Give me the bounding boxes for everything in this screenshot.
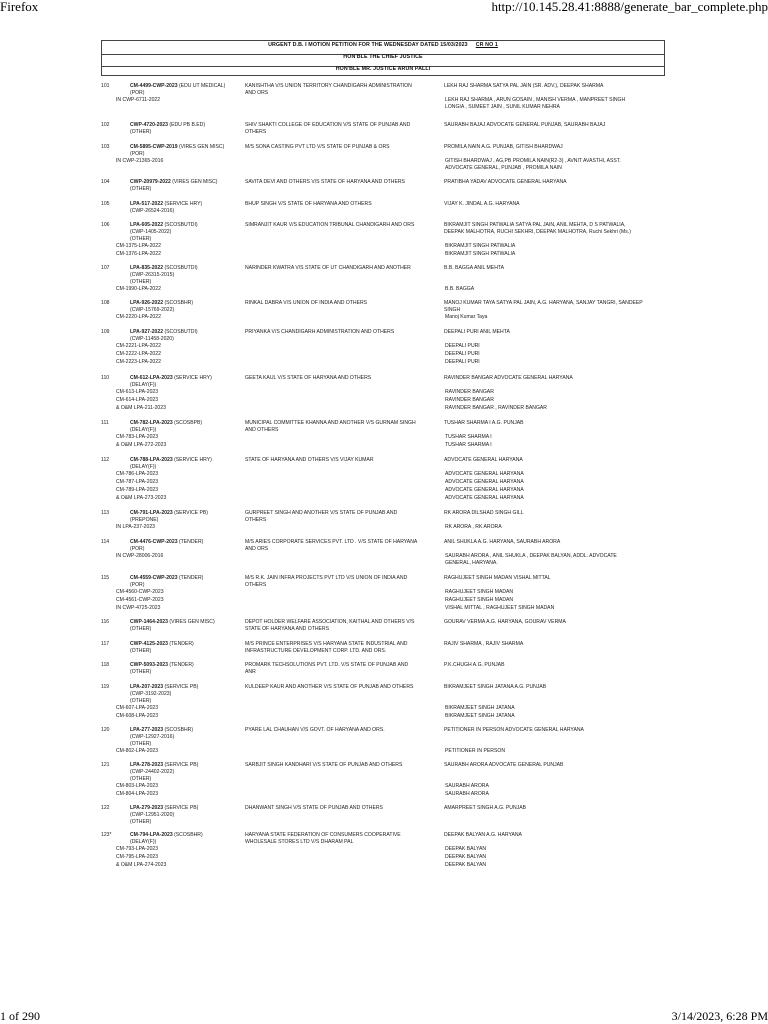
sub-case-advocates: LEKH RAJ SHARMA , ARUN GOSAIN , MANISH VERMA , MANPREET SINGH LONGIA , SUMEET JAIN , SUNIL KUMAR NEHRA (445, 97, 626, 110)
case-serial: 109 (101, 329, 110, 335)
case-advocates: LEKH RAJ SHARMA SATYA PAL JAIN (SR. ADV.), DEEPAK SHARMA (444, 83, 604, 89)
sub-case-number: CM-802-LPA-2023 (116, 748, 159, 754)
case-number-cell (130, 329, 198, 343)
case-advocates: RAGHUJEET SINGH MADAN VISHAL MITTAL (444, 575, 551, 581)
sub-case-number: CM-789-LPA-2023 (116, 487, 159, 494)
case-category: (SERVICE PB) (PREPONE) (130, 510, 208, 523)
case-serial: 121 (101, 762, 110, 768)
case-category: (TENDER) (POR) (130, 575, 204, 588)
case-category: (TENDER) (POR) (130, 539, 204, 552)
sub-case-advocates: DEEPAK BALYAN (445, 862, 487, 869)
case-serial: 113 (101, 510, 110, 516)
case-category: (SERVICE PB) (CWP-12951-2020) (OTHER) (130, 805, 199, 825)
sub-case-number: & O&M LPA-273-2023 (116, 495, 167, 502)
sub-case-advocates: GITISH BHARDWAJ , AG,PB PROMILA NAIN(R2-3) , AVNIT AVASTHI, ASST. ADVOCATE GENERAL, PUNJAB , PROMILA NAIN (445, 158, 621, 171)
case-advocates: MANOJ KUMAR TAYA SATYA PAL JAIN, A.G. HARYANA, SANJAY TANGRI, SANDEEP SINGH (444, 300, 643, 313)
case-parties: GURPREET SINGH AND ANOTHER V/S STATE OF PUNJAB AND OTHERS (245, 510, 398, 523)
case-category: (SCOSBPB) (DELAY(F)) (130, 420, 203, 433)
sub-case-number: & O&M LPA-211-2023 (116, 405, 166, 412)
sub-case-advocates: DEEPALI PURI (445, 359, 480, 366)
sub-case-number: CM-4560-CWP-2023 (116, 589, 164, 596)
case-number-cell (130, 222, 198, 242)
title-line-main: URGENT D.B. I MOTION PETITION FOR THE WEDNESDAY DATED 15/03/2023 CR NO 1 (102, 42, 664, 55)
case-number: LPA-279-2023 (130, 805, 164, 811)
case-serial: 101 (101, 83, 110, 89)
case-number: LPA-835-2022 (130, 265, 164, 271)
case-number-cell (130, 420, 202, 434)
case-number: CM-612-LPA-2023 (130, 375, 173, 381)
sub-case-number: IN CWP-4725-2023 (116, 605, 161, 612)
case-serial: 118 (101, 662, 110, 668)
sub-case-number: CM-608-LPA-2023 (116, 713, 159, 719)
case-serial: 120 (101, 727, 110, 733)
case-number: CM-4559-CWP-2023 (130, 575, 178, 581)
case-parties: RINKAL DABRA V/S UNION OF INDIA AND OTHERS (245, 300, 368, 306)
case-number-cell (130, 539, 203, 553)
case-category: (SCOSBUTDI) (CWP-11458-2020) (130, 329, 198, 342)
case-number-cell (130, 265, 198, 285)
case-serial: 105 (101, 201, 110, 207)
sub-case-number: CM-614-LPA-2023 (116, 397, 159, 404)
sub-case-number: CM-787-LPA-2023 (116, 479, 159, 486)
case-number: CWP-1464-2023 (130, 619, 168, 625)
case-number-cell (130, 300, 193, 314)
case-category: (SCOSBHR) (CWP-12927-2016) (OTHER) (130, 727, 194, 747)
case-category: (SERVICE HRY) (CWP-26524-2016) (130, 201, 203, 214)
case-parties: SAVITA DEVI AND OTHERS V/S STATE OF HARYANA AND OTHERS (245, 179, 405, 185)
case-advocates: PETITIONER IN PERSON ADVOCATE GENERAL HARYANA (444, 727, 584, 733)
case-category: (SCOSBHR) (CWP-15769-2022) (130, 300, 194, 313)
case-category: (TENDER) (OTHER) (130, 641, 194, 654)
sub-case-advocates: RAVINDER BANGAR (445, 397, 494, 404)
case-serial: 111 (101, 420, 109, 426)
case-category: (SCOSBUTDI) (CWP-1405-2022) (OTHER) (130, 222, 198, 242)
case-number-cell (130, 619, 215, 633)
sub-case-advocates: DEEPAK BALYAN (445, 854, 487, 861)
case-number-cell (130, 641, 194, 655)
case-number: CWP-5093-2023 (130, 662, 168, 668)
sub-case-number: & O&M LPA-274-2023 (116, 862, 167, 869)
case-number: LPA-926-2022 (130, 300, 164, 306)
case-number: LPA-605-2022 (130, 222, 164, 228)
case-number: CM-4476-CWP-2023 (130, 539, 178, 545)
case-number: CM-788-LPA-2023 (130, 457, 173, 463)
case-number: CWP-4125-2023 (130, 641, 168, 647)
sub-case-number: CM-2223-LPA-2022 (116, 359, 161, 366)
sub-case-number: & O&M LPA-272-2023 (116, 442, 167, 449)
case-number: CM-782-LPA-2023 (130, 420, 173, 426)
sub-case-advocates: SAURABH ARORA , ANIL SHUKLA , DEEPAK BALYAN, ADDL. ADVOCATE GENERAL, HARYANA. (445, 553, 617, 566)
case-advocates: SAURABH ARORA ADVOCATE GENERAL PUNJAB (444, 762, 564, 768)
case-advocates: RK ARORA DILSHAD SINGH GILL (444, 510, 524, 516)
case-advocates: BIKRAMJEET SINGH JATANA A.G. PUNJAB (444, 684, 547, 690)
case-parties: HARYANA STATE FEDERATION OF CONSUMERS COOPERATIVE WHOLESALE STORES LTD V/S DHARAM PAL (245, 832, 401, 845)
case-serial: 115 (101, 575, 110, 581)
sub-case-number: CM-804-LPA-2023 (116, 791, 159, 797)
case-number-cell (130, 684, 198, 704)
case-number-cell (130, 832, 203, 846)
case-number: LPA-277-2023 (130, 727, 164, 733)
case-number: CM-794-LPA-2023 (130, 832, 173, 838)
title-line-chief-justice: HON'BLE THE CHIEF JUSTICE (102, 54, 664, 67)
case-parties: NARINDER KWATRA V/S STATE OF UT CHANDIGARH AND ANOTHER (245, 265, 411, 271)
case-advocates: RAJIV SHARMA , RAJIV SHARMA (444, 641, 524, 647)
case-number: LPA-927-2022 (130, 329, 164, 335)
sub-case-number: CM-1376-LPA-2022 (116, 251, 161, 257)
case-parties: DHANWANT SINGH V/S STATE OF PUNJAB AND OTHERS (245, 805, 383, 811)
sub-case-number: IN CWP-28006-2016 (116, 553, 164, 560)
case-number: CM-791-LPA-2023 (130, 510, 173, 516)
case-advocates: SAURABH BAJAJ ADVOCATE GENERAL PUNJAB, SAURABH BAJAJ (444, 122, 606, 128)
case-parties: PROMARK TECHSOLUTIONS PVT. LTD. V/S STATE OF PUNJAB AND ANR (245, 662, 409, 675)
case-parties: M/S ARIES CORPORATE SERVICES PVT. LTD . V/S STATE OF HARYANA AND ORS (245, 539, 418, 552)
case-category: (SERVICE PB) (CWP-24402-2022) (OTHER) (130, 762, 199, 782)
sub-case-number: CM-786-LPA-2023 (116, 471, 159, 478)
case-number-cell (130, 575, 203, 589)
sub-case-advocates: BIKRAMJEET SINGH JATANA (445, 705, 515, 711)
sub-case-number: CM-803-LPA-2023 (116, 783, 159, 789)
sub-case-advocates: RAGHUJEET SINGH MADAN (445, 589, 514, 596)
case-advocates: ANIL SHUKLA A.G. HARYANA, SAURABH ARORA (444, 539, 561, 545)
case-parties: MUNICIPAL COMMITTEE KHANNA AND ANOTHER V/S GURNAM SINGH AND OTHERS (245, 420, 416, 433)
case-parties: DEPOT HOLDER WELFARE ASSOCIATION, KAITHAL AND OTHERS V/S STATE OF HARYANA AND OTHERS (245, 619, 415, 632)
case-advocates: DEEPALI PURI ANIL MEHTA (444, 329, 510, 335)
case-serial: 107 (101, 265, 110, 271)
case-number-cell (130, 179, 217, 193)
case-number-cell (130, 144, 224, 158)
case-serial: 102 (101, 122, 110, 128)
sub-case-advocates: BIKRAMJIT SINGH PATWALIA (445, 251, 516, 257)
case-advocates: P.K.CHUGH A.G. PUNJAB (444, 662, 505, 668)
case-serial: 106 (101, 222, 110, 228)
case-number-cell (130, 762, 198, 782)
case-parties: BHUP SINGH V/S STATE OF HARYANA AND OTHERS (245, 201, 372, 207)
case-serial: 112 (101, 457, 110, 463)
case-number-cell (130, 457, 212, 471)
case-parties: KULDEEP KAUR AND ANOTHER V/S STATE OF PUNJAB AND OTHERS (245, 684, 414, 690)
case-advocates: RAVINDER BANGAR ADVOCATE GENERAL HARYANA (444, 375, 573, 381)
sub-case-advocates: DEEPALI PURI (445, 343, 480, 350)
sub-case-advocates: DEEPAK BALYAN (445, 846, 487, 853)
title-line-justice: HON'BLE MR. JUSTICE ARUN PALLI (335, 66, 431, 72)
sub-case-number: IN CWP-21365-2016 (116, 158, 164, 165)
case-category: (VIRES GEN MISC) (OTHER) (130, 619, 215, 632)
sub-case-advocates: RK ARORA , RK ARORA (445, 524, 502, 531)
case-number-cell (130, 375, 212, 389)
case-number: LPA-517-2022 (130, 201, 164, 207)
case-serial: 110 (101, 375, 110, 381)
case-number: LPA-207-2023 (130, 684, 164, 690)
sub-case-number: CM-783-LPA-2023 (116, 434, 159, 441)
case-parties: GEETA KAUL V/S STATE OF HARYANA AND OTHERS (245, 375, 372, 381)
sub-case-advocates: ADVOCATE GENERAL HARYANA (445, 487, 524, 494)
case-advocates: GOURAV VERMA A.G. HARYANA, GOURAV VERMA (444, 619, 566, 625)
case-number-cell (130, 83, 225, 97)
sub-case-advocates: SAURABH ARORA (445, 783, 489, 789)
case-number-cell (130, 662, 194, 676)
case-advocates: DEEPAK BALYAN A.G. HARYANA (444, 832, 522, 838)
sub-case-advocates: B.B. BAGGA (445, 286, 475, 292)
sub-case-advocates: DEEPALI PURI (445, 351, 480, 358)
sub-case-number: CM-793-LPA-2023 (116, 846, 159, 853)
case-number-cell (130, 201, 202, 215)
sub-case-number: CM-795-LPA-2023 (116, 854, 159, 861)
sub-case-advocates: ADVOCATE GENERAL HARYANA (445, 471, 524, 478)
print-footer (0, 1009, 768, 1024)
case-advocates: TUSHAR SHARMA I A.G. PUNJAB (444, 420, 524, 426)
case-category: (VIRES GEN MISC) (OTHER) (130, 179, 218, 192)
case-category: (SERVICE PB) (CWP-3192-2023) (OTHER) (130, 684, 199, 704)
case-category: (EDU UT MEDICAL) (POR) (130, 83, 226, 96)
case-serial: 103 (101, 144, 110, 150)
sub-case-number: CM-4561-CWP-2023 (116, 597, 164, 604)
case-category: (SCOSBUTDI) (CWP-26315-2015) (OTHER) (130, 265, 198, 285)
case-parties: SARBJIT SINGH KANDHARI V/S STATE OF PUNJAB AND OTHERS (245, 762, 403, 768)
case-advocates: PROMILA NAIN A.G. PUNJAB, GITISH BHARDWAJ (444, 144, 563, 150)
case-advocates: ADVOCATE GENERAL HARYANA (444, 457, 523, 463)
case-serial: 117 (101, 641, 110, 647)
case-parties: M/S PRINCE ENTERPRISES V/S HARYANA STATE INDUSTRIAL AND INFRASTRUCTURE DEVELOPMENT CORP. LTD. AND ORS. (245, 641, 408, 654)
case-category: (EDU PB B.ED) (OTHER) (130, 122, 206, 135)
sub-case-number: CM-2221-LPA-2022 (116, 343, 161, 350)
sub-case-number: CM-2222-LPA-2022 (116, 351, 161, 358)
case-advocates: AMARPREET SINGH A.G. PUNJAB (444, 805, 526, 811)
sub-case-advocates: RAVINDER BANGAR , RAVINDER BANGAR (445, 405, 547, 412)
case-number-cell (130, 122, 205, 136)
case-serial: 114 (101, 539, 110, 545)
sub-case-advocates: BIKRAMJEET SINGH JATANA (445, 713, 515, 719)
case-number: CWP-4720-2023 (130, 122, 168, 128)
sub-case-number: CM-1375-LPA-2022 (116, 243, 161, 249)
case-parties: SHIV SHAKTI COLLEGE OF EDUCATION V/S STATE OF PUNJAB AND OTHERS (245, 122, 411, 135)
case-category: (SERVICE HRY) (DELAY(F)) (130, 457, 212, 470)
case-parties: SIMRANJIT KAUR V/S EDUCATION TRIBUNAL CHANDIGARH AND ORS (245, 222, 415, 228)
case-number: CM-4499-CWP-2023 (130, 83, 178, 89)
sub-case-number: CM-2220-LPA-2022 (116, 314, 161, 321)
case-parties: STATE OF HARYANA AND OTHERS V/S VIJAY KUMAR (245, 457, 374, 463)
sub-case-number: CM-607-LPA-2023 (116, 705, 159, 711)
case-parties: PRIYANKA V/S CHANDIGARH ADMINISTRATION AND OTHERS (245, 329, 395, 335)
case-advocates: B.B. BAGGA ANIL MEHTA (444, 265, 505, 271)
sub-case-advocates: PETITIONER IN PERSON (445, 748, 506, 754)
case-serial: 104 (101, 179, 110, 185)
sub-case-advocates: RAVINDER BANGAR (445, 389, 494, 396)
case-parties: KANISHTHA V/S UNION TERRITORY CHANDIGARH ADMINISTRATION AND ORS (245, 83, 412, 96)
case-serial: 123* (101, 832, 112, 838)
case-serial: 116 (101, 619, 110, 625)
page-url[interactable]: http://10.145.28.41:8888/generate_bar_complete.php (491, 0, 768, 14)
case-number-cell (130, 510, 208, 524)
sub-case-advocates: VISHAL MITTAL , RAGHUJEET SINGH MADAN (445, 605, 555, 612)
case-number: CM-5895-CWP-2019 (130, 144, 178, 150)
sub-case-advocates: TUSHAR SHARMA I (445, 442, 492, 449)
case-advocates: BIKRAMJIT SINGH PATWALIA SATYA PAL JAIN, ANIL MEHTA, D S PATWALIA, DEEPAK MALHOTRA, RUCHI SEKHRI, DEEPAK MALHOTRA, Ruchi Sekhri (Ms.) (444, 222, 631, 235)
sub-case-advocates: TUSHAR SHARMA I (445, 434, 492, 441)
case-category: (TENDER) (OTHER) (130, 662, 194, 675)
cr-number: CR NO 1 (475, 42, 498, 48)
sub-case-number: CM-613-LPA-2023 (116, 389, 159, 396)
case-number-cell (130, 805, 198, 825)
case-number-cell (130, 727, 193, 747)
case-category: (SERVICE HRY) (DELAY(F)) (130, 375, 212, 388)
sub-case-advocates: ADVOCATE GENERAL HARYANA (445, 495, 524, 502)
case-number: CWP-20979-2022 (130, 179, 171, 185)
case-number: LPA-278-2023 (130, 762, 164, 768)
case-serial: 108 (101, 300, 110, 306)
case-advocates: PRATIBHA YADAV ADVOCATE GENERAL HARYANA (444, 179, 567, 185)
case-advocates: VIJAY K. JINDAL A.G. HARYANA (444, 201, 520, 207)
sub-case-number: IN CWP-6711-2022 (116, 97, 161, 104)
sub-case-advocates: ADVOCATE GENERAL HARYANA (445, 479, 524, 486)
case-parties: PYARE LAL CHAUHAN V/S GOVT. OF HARYANA AND ORS. (245, 727, 385, 733)
case-category: (VIRES GEN MISC) (POR) (130, 144, 225, 157)
print-datetime: 3/14/2023, 6:28 PM (671, 1009, 768, 1023)
case-serial: 119 (101, 684, 110, 690)
sub-case-advocates: SAURABH ARORA (445, 791, 489, 797)
case-parties: M/S SONA CASTING PVT LTD V/S STATE OF PUNJAB & ORS (245, 144, 390, 150)
page-count: 1 of 290 (0, 1009, 40, 1023)
case-parties: M/S R.K. JAIN INFRA PROJECTS PVT LTD V/S UNION OF INDIA AND OTHERS (245, 575, 408, 588)
sub-case-advocates: Manoj Kumar Taya (445, 314, 488, 321)
sub-case-advocates: RAGHUJEET SINGH MADAN (445, 597, 514, 604)
sub-case-number: IN LPA-237-2023 (116, 524, 155, 531)
browser-name: Firefox (0, 0, 39, 14)
sub-case-advocates: BIKRAMJIT SINGH PATWALIA (445, 243, 516, 249)
case-serial: 122 (101, 805, 110, 811)
case-category: (SCOSBHR) (DELAY(F)) (130, 832, 203, 845)
sub-case-number: CM-1990-LPA-2022 (116, 286, 161, 292)
